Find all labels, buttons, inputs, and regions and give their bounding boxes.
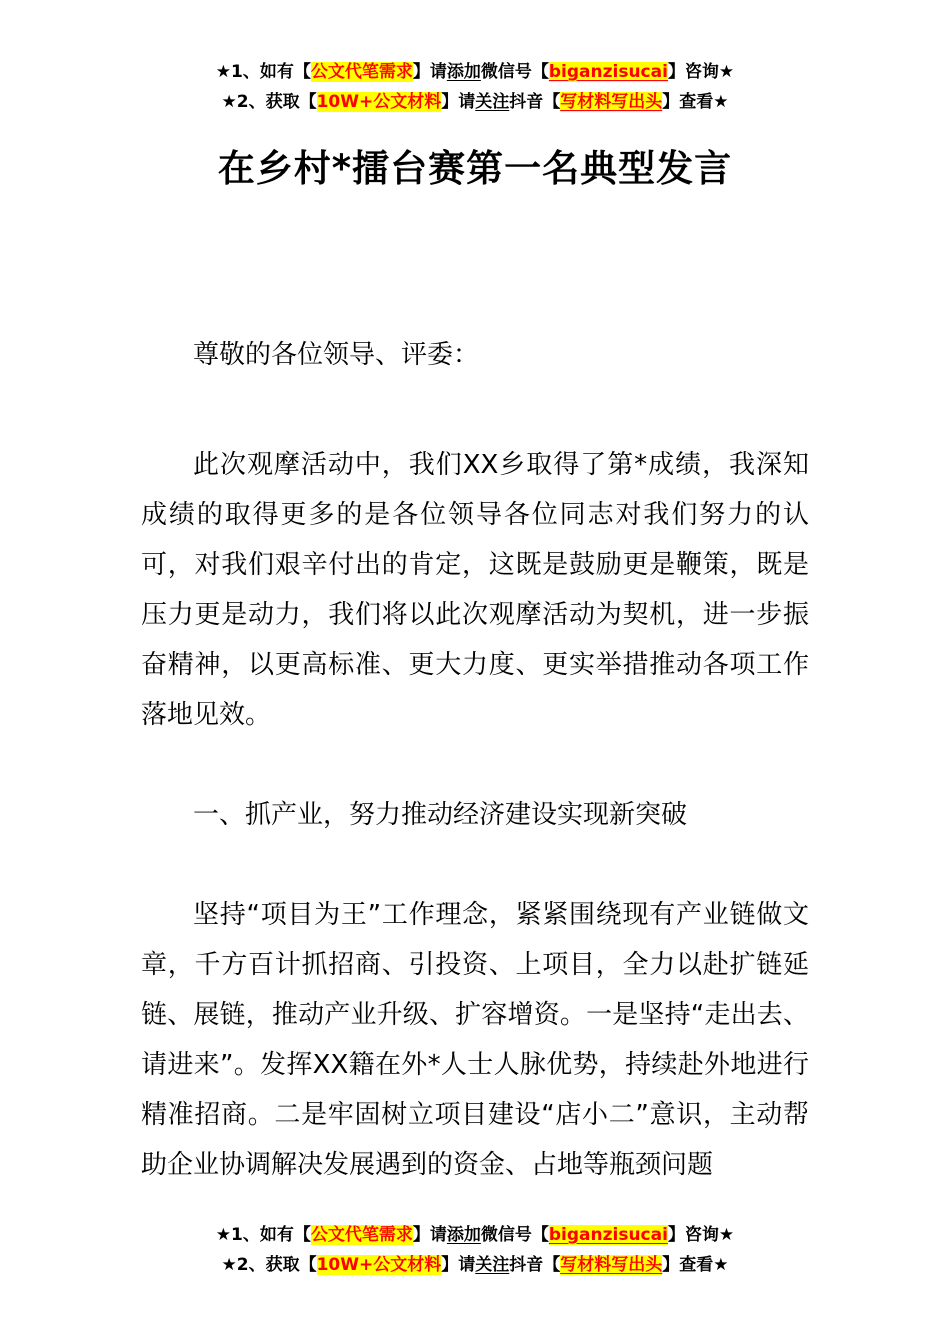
promo-underline-action: 添加 [446, 1225, 481, 1245]
promo-text-segment: 抖音【 [509, 92, 561, 112]
promo-underline-action: 关注 [475, 92, 510, 112]
promo-underline-action: 添加 [446, 62, 481, 82]
paragraph-section-1-body: 坚持“项目为王”工作理念，紧紧围绕现有产业链做文章，千方百计抓招商、引投资、上项目，全力以赴扩链延链、展链，推动产业升级、扩容增资。一是坚持“走出去、请进来”。发挥XX籍在外*人士人脉优势，持续赴外地进行精准招商。二是牢固树立项目建设“店小二”意识，主动帮助企业协调解决发展遇到的资金、占地等瓶颈问题 [141, 900, 809, 1180]
promo-douyin-id: 写材料写出头 [560, 92, 663, 112]
promo-text-segment: 】查看★ [662, 92, 729, 112]
promo-text-segment: 抖音【 [509, 1255, 561, 1275]
promo-text-segment: 】咨询★ [667, 1225, 735, 1245]
document-body [0, 330, 950, 1190]
promo-line-1 [0, 1220, 950, 1250]
section-heading-1: 一、抓产业，努力推动经济建设实现新突破 [193, 800, 688, 830]
promo-text-segment: 】请 [412, 62, 447, 82]
paragraph-greeting: 尊敬的各位领导、评委： [193, 340, 480, 370]
promo-text-segment: ★1、如有【 [215, 1225, 311, 1245]
promo-text-segment: ★2、获取【 [221, 92, 317, 112]
promo-line-1 [0, 57, 950, 87]
promo-text-segment: 微信号【 [480, 1225, 549, 1245]
promo-line-2 [0, 87, 950, 117]
promo-highlight-materials: 10W+公文材料 [316, 92, 442, 112]
promo-wechat-id: biganzisucai [548, 1225, 668, 1245]
promo-text-segment: 】请 [441, 1255, 476, 1275]
paragraph-intro: 此次观摩活动中，我们XX乡取得了第*成绩，我深知成绩的取得更多的是各位领导各位同志对我们努力的认可，对我们艰辛付出的肯定，这既是鼓励更是鞭策，既是压力更是动力，我们将以此次观摩活动为契机，进一步振奋精神，以更高标准、更大力度、更实举措推动各项工作落地见效。 [141, 450, 809, 730]
footer-promo-notice [0, 1220, 950, 1280]
document-title: 在乡村*擂台赛第一名典型发言 [217, 147, 733, 190]
promo-text-segment: 】查看★ [662, 1255, 729, 1275]
promo-line-2 [0, 1250, 950, 1280]
header-promo-notice [0, 0, 950, 117]
promo-highlight-materials: 10W+公文材料 [316, 1255, 442, 1275]
promo-text-segment: 】请 [412, 1225, 447, 1245]
promo-text-segment: 微信号【 [480, 62, 549, 82]
promo-underline-action: 关注 [475, 1255, 510, 1275]
promo-text-segment: 】咨询★ [667, 62, 735, 82]
promo-highlight-service: 公文代笔需求 [310, 62, 413, 82]
promo-text-segment: ★2、获取【 [221, 1255, 317, 1275]
promo-douyin-id: 写材料写出头 [560, 1255, 663, 1275]
promo-wechat-id: biganzisucai [548, 62, 668, 82]
promo-text-segment: ★1、如有【 [215, 62, 311, 82]
promo-text-segment: 】请 [441, 92, 476, 112]
promo-highlight-service: 公文代笔需求 [310, 1225, 413, 1245]
